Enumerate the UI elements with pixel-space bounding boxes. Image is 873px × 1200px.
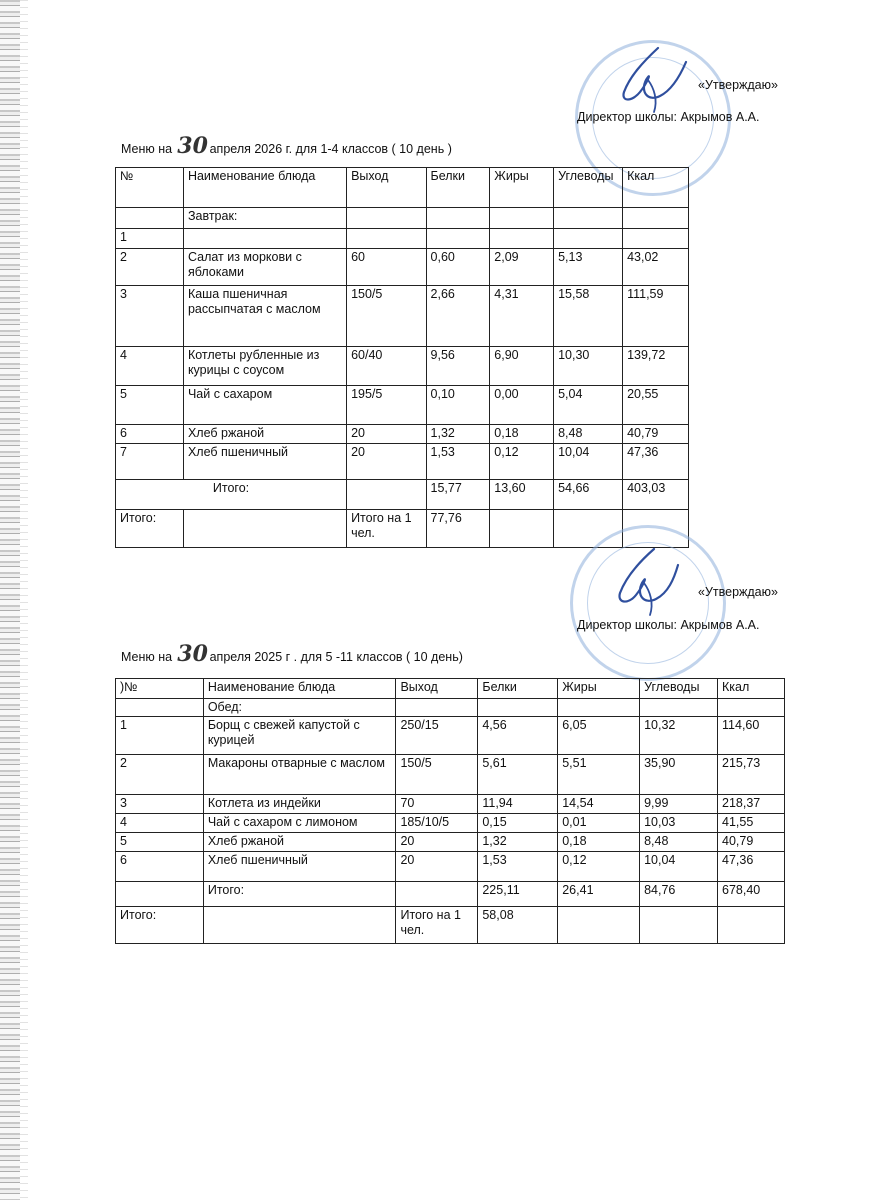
director-line-1: Директор школы: Акрымов А.А. [577, 110, 760, 124]
table-row: 4 Чай с сахаром с лимоном 185/10/5 0,15 0,01 10,03 41,55 [116, 814, 785, 833]
menu-title-suffix: апреля 2026 г. для 1-4 классов ( 10 день ) [209, 142, 452, 156]
sum-label: Итого: [116, 907, 204, 944]
section-label: Завтрак: [183, 208, 346, 229]
header-cell: № [116, 168, 184, 208]
sum-label: Итого: [116, 510, 184, 548]
signature-bottom [582, 543, 692, 623]
approve-label-1: «Утверждаю» [698, 78, 778, 92]
header-cell: Выход [396, 679, 478, 699]
scan-edge [0, 0, 20, 1200]
total-label: Итого: [203, 882, 396, 907]
scan-edge-inner [20, 0, 28, 1200]
table-header-row [116, 168, 689, 208]
handwritten-day: 30 [177, 133, 208, 159]
table-row: 2 Салат из моркови с яблоками 60 0,60 2,09 5,13 43,02 [116, 249, 689, 286]
table-row: 2 Макароны отварные с маслом 150/5 5,61 5,51 35,90 215,73 [116, 755, 785, 795]
header-cell: Жиры [558, 679, 640, 699]
menu-title-prefix: Меню на [121, 650, 173, 664]
table-row: 3 Каша пшеничная рассыпчатая с маслом 150/5 2,66 4,31 15,58 111,59 [116, 286, 689, 347]
table-row: 6 Хлеб пшеничный 20 1,53 0,12 10,04 47,36 [116, 852, 785, 882]
section-row [116, 208, 689, 229]
total-row: Итого: 15,77 13,60 54,66 403,03 [116, 480, 689, 510]
table-row: 4 Котлеты рубленные из курицы с соусом 60/40 9,56 6,90 10,30 139,72 [116, 347, 689, 386]
section-label: Обед: [203, 699, 396, 717]
menu-title-prefix: Меню на [121, 142, 173, 156]
header-cell: Ккал [623, 168, 689, 208]
per-person-row [116, 907, 785, 944]
signature-top [588, 40, 698, 120]
menu-title-1 [121, 133, 452, 159]
total-label: Итого: [116, 480, 347, 510]
header-cell: )№ [116, 679, 204, 699]
menu-title-2 [121, 641, 463, 667]
header-cell: Углеводы [640, 679, 718, 699]
menu-table-1 [115, 167, 689, 548]
handwritten-day: 30 [177, 641, 208, 667]
table-row: 7 Хлеб пшеничный 20 1,53 0,12 10,04 47,36 [116, 444, 689, 480]
table-header-row [116, 679, 785, 699]
director-line-2: Директор школы: Акрымов А.А. [577, 618, 760, 632]
table-row: 1 Борщ с свежей капустой с курицей 250/15 4,56 6,05 10,32 114,60 [116, 717, 785, 755]
header-cell: Белки [478, 679, 558, 699]
per-person-value: 77,76 [426, 510, 490, 548]
header-cell: Выход [347, 168, 426, 208]
header-cell: Ккал [718, 679, 785, 699]
menu-title-suffix: апреля 2025 г . для 5 -11 классов ( 10 день) [209, 650, 463, 664]
header-cell: Наименование блюда [203, 679, 396, 699]
header-cell: Углеводы [554, 168, 623, 208]
per-person-label: Итого на 1 чел. [396, 907, 478, 944]
total-row: Итого: 225,11 26,41 84,76 678,40 [116, 882, 785, 907]
header-cell: Наименование блюда [183, 168, 346, 208]
per-person-label: Итого на 1 чел. [347, 510, 426, 548]
table-row: 5 Хлеб ржаной 20 1,32 0,18 8,48 40,79 [116, 833, 785, 852]
menu-table-2 [115, 678, 785, 944]
section-row [116, 699, 785, 717]
table-row: 1 [116, 229, 689, 249]
header-cell: Жиры [490, 168, 554, 208]
table-row: 3 Котлета из индейки 70 11,94 14,54 9,99 218,37 [116, 795, 785, 814]
table-row: 6 Хлеб ржаной 20 1,32 0,18 8,48 40,79 [116, 425, 689, 444]
per-person-value: 58,08 [478, 907, 558, 944]
table-row: 5 Чай с сахаром 195/5 0,10 0,00 5,04 20,55 [116, 386, 689, 425]
approve-label-2: «Утверждаю» [698, 585, 778, 599]
header-cell: Белки [426, 168, 490, 208]
